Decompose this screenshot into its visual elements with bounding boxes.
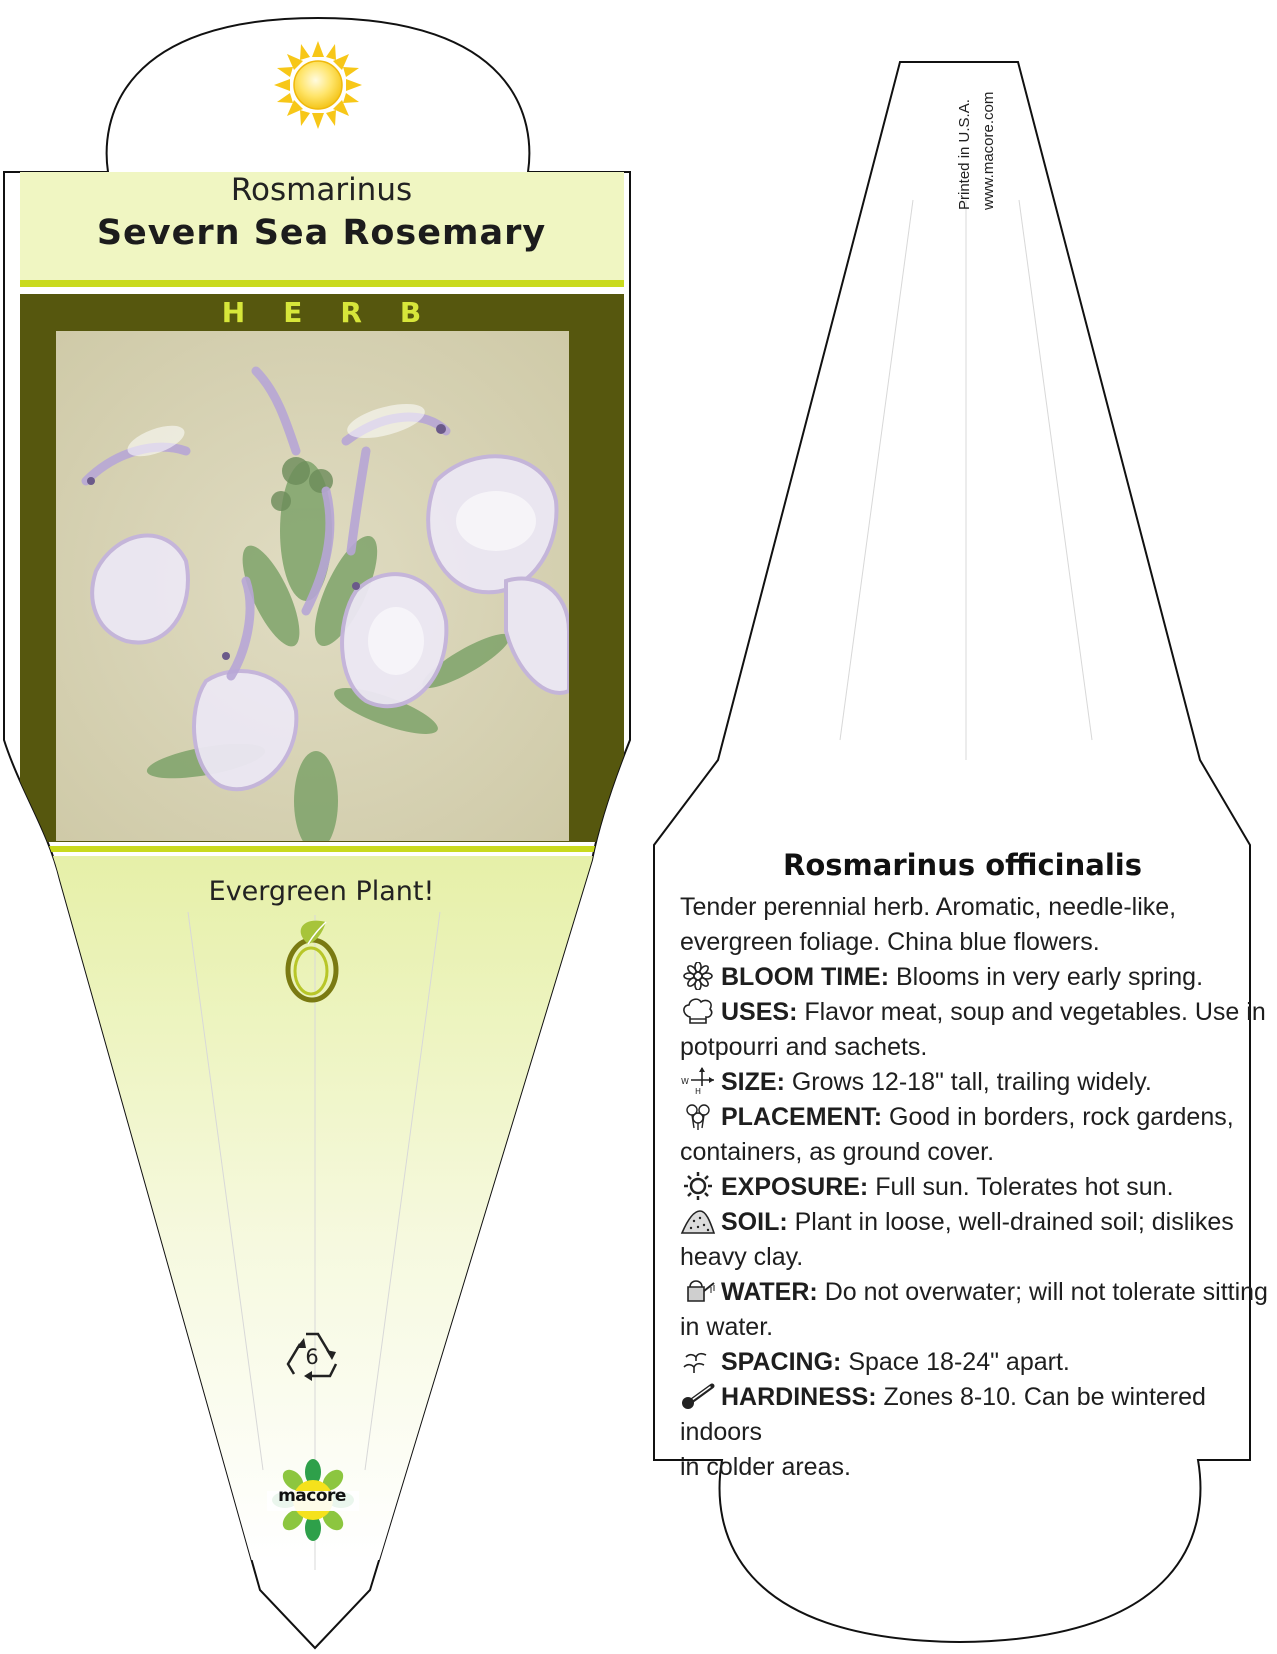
watering-can-icon [680,1277,716,1305]
soil-pile-icon [680,1207,716,1235]
info-placement: PLACEMENT: Good in borders, rock gardens, [680,1100,1270,1135]
plant-genus: Rosmarinus [230,172,413,208]
info-hardiness-cont: in colder areas. [680,1453,851,1481]
website: www.macore.com [980,91,997,210]
thermometer-icon [680,1382,716,1410]
flower-icon [680,962,716,990]
info-water-cont: in water. [680,1313,774,1341]
info-soil: SOIL: Plant in loose, well-drained soil; dislikes [680,1205,1270,1240]
svg-text:W: W [681,1077,689,1086]
info-hardiness: HARDINESS: Zones 8-10. Can be wintered indoors [680,1383,1206,1446]
info-size: W H SIZE: Grows 12-18" tall, trailing widely. [681,1068,1152,1096]
description-line-1: Tender perennial herb. Aromatic, needle-like, [680,893,1177,921]
plant-common-name: Severn Sea Rosemary [96,213,547,253]
info-uses-cont: potpourri and sachets. [680,1033,928,1061]
info-placement-cont: containers, as ground cover. [680,1138,995,1166]
tagline: Evergreen Plant! [208,876,435,907]
chef-hat-icon [680,997,716,1025]
info-uses: USES: Flavor meat, soup and vegetables. Use in [680,995,1270,1030]
sun-outline-icon [680,1172,716,1200]
info-bloom: BLOOM TIME: Blooms in very early spring. [680,960,1270,995]
info-spacing: SPACING: Space 18-24" apart. [680,1345,1270,1380]
plant-category: HERB [221,296,460,329]
macore-logo-text: macore [278,1486,346,1506]
size-arrows-icon [680,1067,716,1095]
spacing-seedlings-icon [680,1347,716,1375]
recycle-number: 6 [305,1345,319,1369]
flowers-icon [680,1102,716,1130]
description-line-2: evergreen foliage. China blue flowers. [680,928,1100,956]
info-soil-cont: heavy clay. [680,1243,804,1271]
scientific-name: Rosmarinus officinalis [783,848,1142,882]
info-exposure: EXPOSURE: Full sun. Tolerates hot sun. [680,1170,1270,1205]
printed-in: Printed in U.S.A. [956,99,973,210]
info-water: WATER: Do not overwater; will not tolerate sitting [680,1275,1270,1310]
printed-in-notice [953,40,997,210]
svg-text:H: H [695,1087,702,1095]
care-description [680,890,1270,1485]
